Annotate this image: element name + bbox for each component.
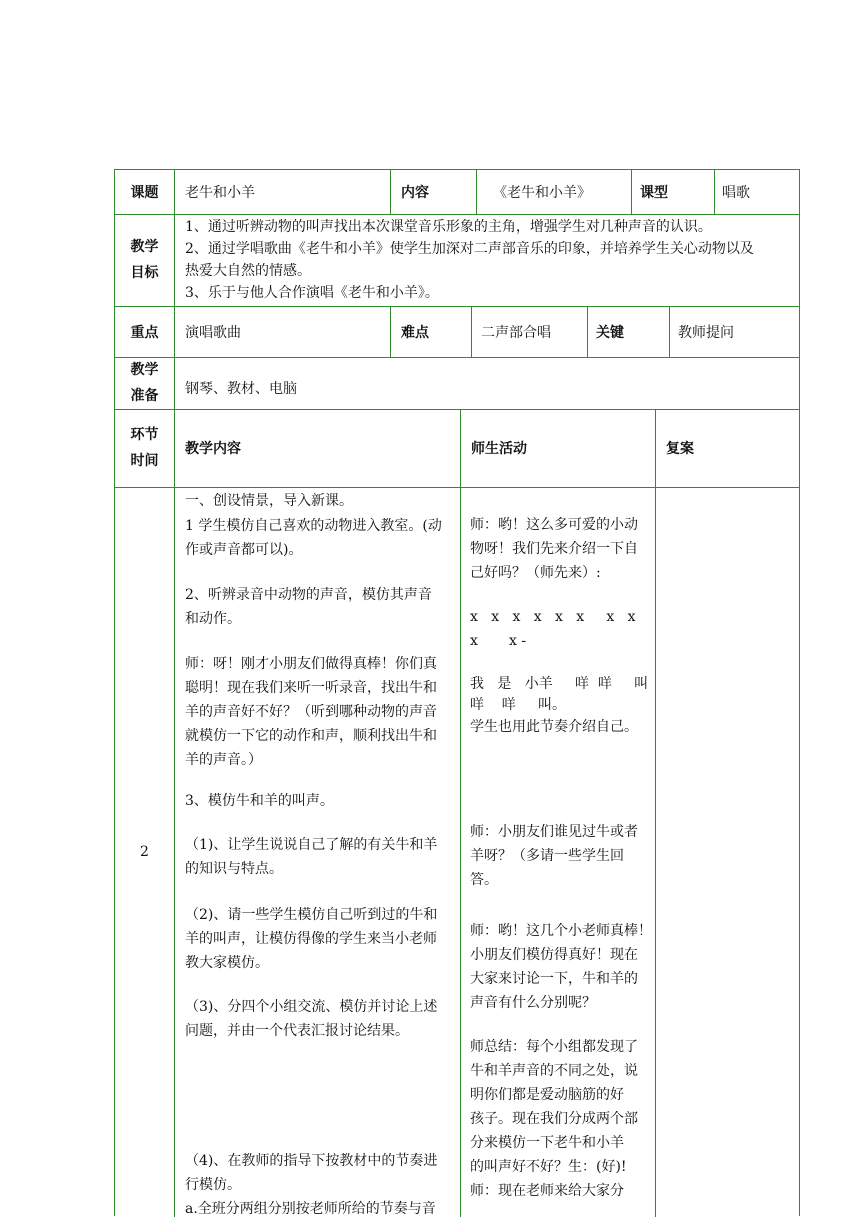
column-divider	[669, 306, 670, 357]
prep-label-line1: 教学	[130, 362, 159, 378]
activity-line: 师：小朋友们谁见过牛或者	[470, 824, 638, 840]
activity-line: 声音有什么分别呢？	[470, 995, 596, 1011]
content-line: （1)、让学生说说自己了解的有关牛和羊	[185, 837, 438, 853]
column-divider	[460, 409, 461, 1217]
key-value: 教师提问	[678, 324, 734, 341]
goals-label-line1: 教学	[130, 239, 159, 255]
content-label: 内容	[401, 185, 429, 201]
activity-line: 大家来讨论一下，牛和羊的	[470, 971, 638, 987]
activity-line: 师：哟！这么多可爱的小动	[470, 517, 638, 533]
activity-line: 师：哟！这几个小老师真棒！	[470, 923, 652, 939]
activity-line: 牛和羊声音的不同之处，说	[470, 1063, 638, 1079]
content-line: 作或声音都可以)。	[185, 542, 303, 558]
content-line: 聪明！现在我们来听一听录音，找出牛和	[185, 680, 437, 696]
goal-line: 热爱大自然的情感。	[185, 263, 311, 279]
content-line: 羊的声音。）	[185, 752, 262, 768]
content-line: 问题，并由一个代表汇报讨论结果。	[185, 1023, 409, 1039]
teacher-student-activities	[470, 487, 654, 1217]
activity-line: 答。	[470, 872, 498, 888]
content-line: 一、创设情景，导入新课。	[185, 493, 353, 509]
activity-line: 的叫声好不好？生：(好)!	[470, 1159, 627, 1175]
content-line: 羊的叫声，让模仿得像的学生来当小老师	[185, 931, 437, 947]
prep-label	[115, 357, 174, 409]
activity-line: 师：现在老师来给大家分	[470, 1183, 624, 1199]
focus-value: 演唱歌曲	[185, 324, 241, 341]
goals-label-line2: 目标	[130, 265, 159, 281]
content-line: （3)、分四个小组交流、模仿并讨论上述	[185, 999, 438, 1015]
activity-line: x x x x x x x x	[470, 609, 636, 625]
difficulty-value: 二声部合唱	[481, 324, 551, 341]
column-divider	[476, 170, 477, 214]
activity-column-header: 师生活动	[471, 441, 527, 457]
content-line: 的知识与特点。	[185, 861, 283, 877]
content-line: （2)、请一些学生模仿自己听到过的牛和	[185, 907, 438, 923]
topic-label: 课题	[130, 185, 159, 201]
column-divider	[390, 170, 391, 214]
teaching-content	[185, 487, 457, 1217]
column-divider	[587, 306, 588, 357]
activity-line: 师总结：每个小组都发现了	[470, 1039, 638, 1055]
activity-line: 己好吗？（师先来）:	[470, 565, 601, 581]
content-line: 羊的声音好不好？（听到哪种动物的声音	[185, 704, 437, 720]
stage-header-line2: 时间	[130, 453, 159, 469]
content-value: 《老牛和小羊》	[493, 185, 591, 201]
column-divider	[390, 306, 391, 357]
content-line: 师：呀！刚才小朋友们做得真棒！你们真	[185, 656, 437, 672]
activity-line: 我 是 小羊 咩 咩 叫	[470, 676, 649, 692]
column-divider	[471, 306, 472, 357]
topic-value: 老牛和小羊	[185, 185, 255, 201]
prep-value: 钢琴、教材、电脑	[185, 381, 297, 397]
goal-line: 3、乐于与他人合作演唱《老牛和小羊》。	[185, 285, 439, 301]
goal-line: 1、通过听辨动物的叫声找出本次课堂音乐形象的主角，增强学生对几种声音的认识。	[185, 219, 712, 235]
row-divider	[114, 214, 800, 215]
column-divider	[631, 170, 632, 214]
lesson-plan-table	[114, 169, 800, 1216]
stage-time-header	[115, 409, 174, 487]
content-line: 行模仿。	[185, 1177, 241, 1193]
activity-line: 物呀！我们先来介绍一下自	[470, 541, 638, 557]
goals-text	[185, 216, 797, 304]
activity-line: 明你们都是爱动脑筋的好	[470, 1087, 624, 1103]
activity-line: 分来模仿一下老牛和小羊	[470, 1135, 624, 1151]
content-line: 教大家模仿。	[185, 955, 269, 971]
activity-line: 咩 咩 叫。	[470, 697, 567, 713]
focus-label: 重点	[130, 324, 159, 341]
key-label: 关键	[596, 324, 624, 341]
goals-label	[115, 214, 174, 306]
type-value: 唱歌	[722, 185, 750, 201]
content-line: 就模仿一下它的动作和声，顺利找出牛和	[185, 728, 437, 744]
row-divider	[114, 357, 800, 358]
type-label: 课型	[640, 185, 668, 201]
stage-number: 2	[140, 844, 149, 860]
content-line: 2、听辨录音中动物的声音，模仿其声音	[185, 587, 432, 603]
column-divider	[174, 170, 175, 1217]
content-line: 3、模仿牛和羊的叫声。	[185, 793, 334, 809]
review-column-header: 复案	[666, 441, 694, 457]
content-line: 1 学生模仿自己喜欢的动物进入教室。(动	[185, 518, 442, 534]
activity-line: 羊呀？（多请一些学生回	[470, 848, 624, 864]
content-column-header: 教学内容	[185, 441, 241, 457]
content-line: 和动作。	[185, 611, 241, 627]
stage-header-line1: 环节	[130, 427, 159, 443]
content-line: （4)、在教师的指导下按教材中的节奏进	[185, 1153, 438, 1169]
column-divider	[714, 170, 715, 214]
activity-line: 学生也用此节奏介绍自己。	[470, 719, 638, 735]
activity-line: 孩子。现在我们分成两个部	[470, 1111, 638, 1127]
review-cell	[656, 488, 799, 1217]
goal-line: 2、通过学唱歌曲《老牛和小羊》使学生加深对二声部音乐的印象，并培养学生关心动物以及	[185, 241, 754, 257]
content-line: a.全班分两组分别按老师所给的节奏与音	[185, 1201, 436, 1217]
prep-label-line2: 准备	[130, 388, 159, 404]
activity-line: x x -	[470, 633, 527, 649]
activity-line: 小朋友们模仿得真好！现在	[470, 947, 638, 963]
difficulty-label: 难点	[401, 324, 429, 341]
